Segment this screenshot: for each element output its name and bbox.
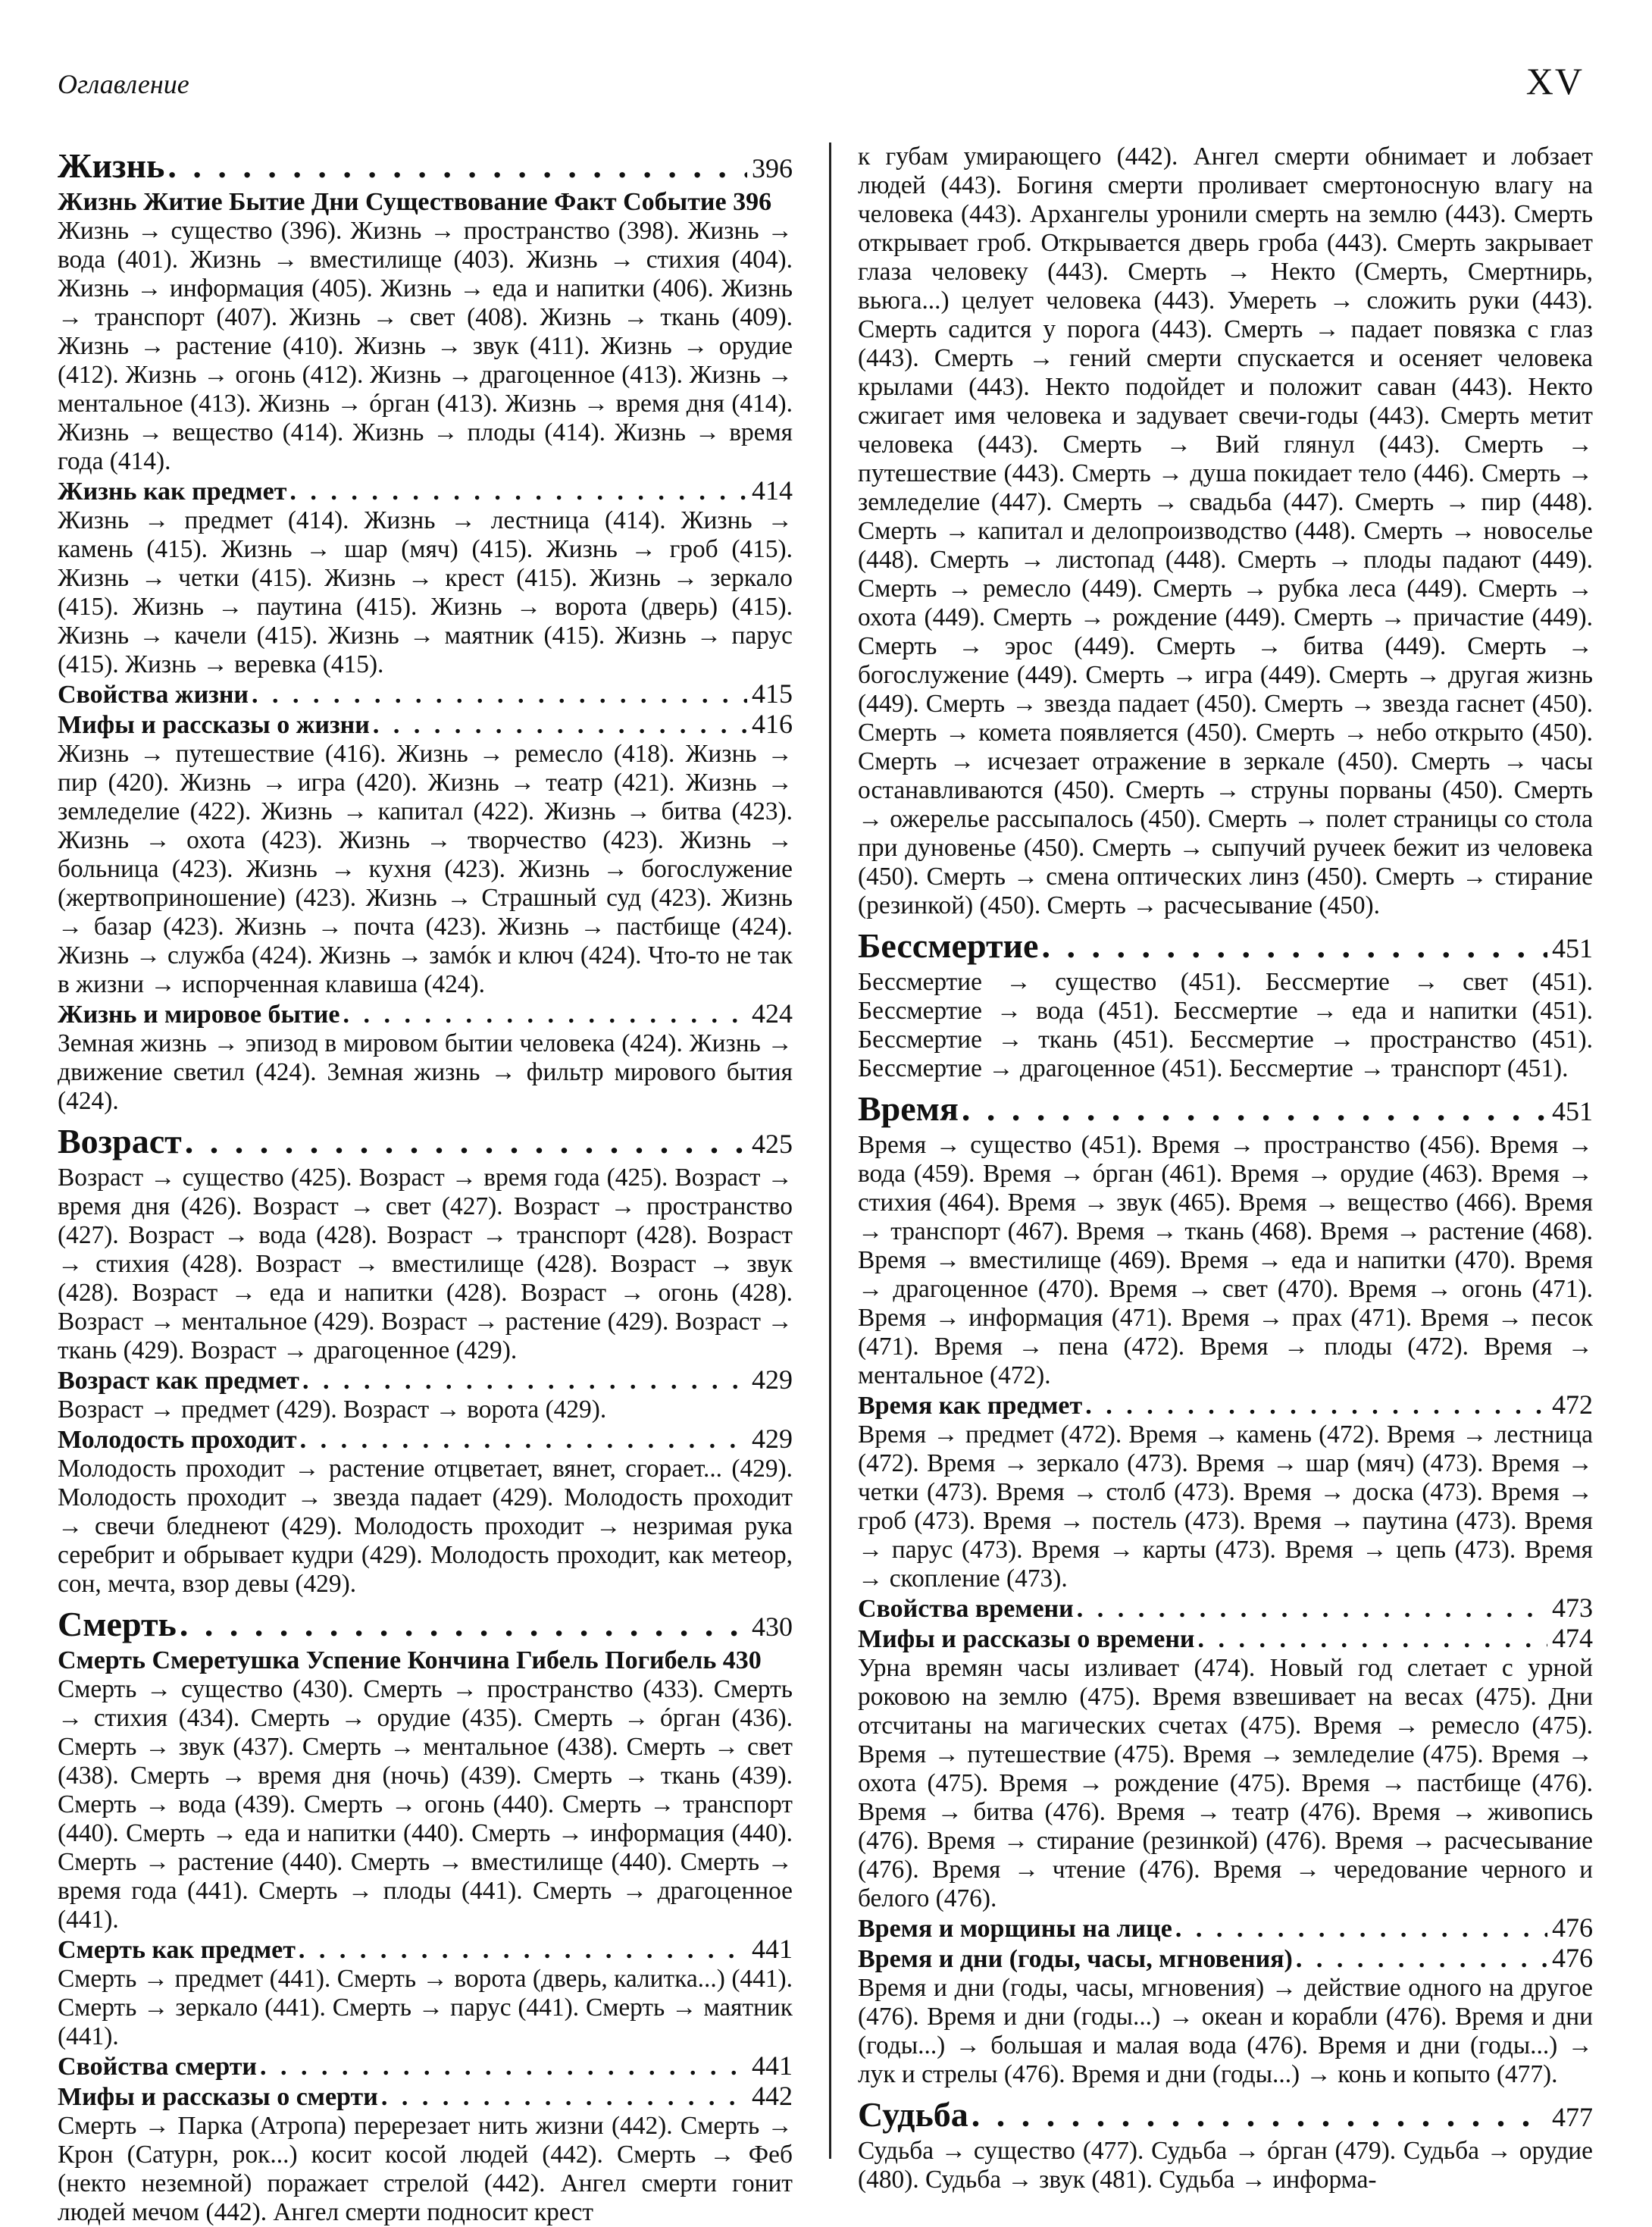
dot-leader [257, 2053, 747, 2081]
dot-leader [370, 711, 747, 740]
dot-leader [249, 681, 747, 709]
entry-text: Молодость проходит → растение отцветает, вянет, сгорает... (429). Молодость проходит → звезда падает (429). Молодость проходит → свечи бледнеют (429). Молодость проходит → незримая рука серебрит и обрывает кудри (429). Молодость проходит, как метеор, сон, мечта, взор девы (429). [58, 1455, 793, 1598]
entry-title: Время как предмет [858, 1392, 1083, 1420]
entry-page: 473 [1552, 1593, 1593, 1623]
subsection-heading [58, 476, 793, 506]
entry-page: 477 [1552, 2102, 1593, 2132]
entry-title: Время и морщины на лице [858, 1915, 1172, 1943]
entry-text: Смерть → предмет (441). Смерть → ворота (дверь, калитка...) (441). Смерть → зеркало (441). Смерть → парус (441). Смерть → маятник (441). [58, 1965, 793, 2050]
left-column [58, 140, 793, 2227]
dot-leader [1195, 1625, 1547, 1654]
entry-text: Земная жизнь → эпизод в мировом бытии человека (424). Жизнь → движение светил (424). Земная жизнь → фильтр мирового бытия (424). [58, 1029, 793, 1115]
subsection-heading [858, 1593, 1593, 1624]
entry-text: к губам умирающего (442). Ангел смерти обнимает и лобзает людей (443). Богиня смерти проливает смертоносную влагу на человека (443). Архангелы уронили смерть на землю (443). Смерть открывает гроб. Открывается дверь гроба (443). Смерть закрывает глаза человеку (443). Смерть → Некто (Смерть, Смертнирь, вьюга...) целует человека (443). Умереть → сложить руки (443). Смерть садится у порога (443). Смерть → падает повязка с глаз (443). Смерть → гений смерти спускается и осеняет человека крылами (443). Некто подойдет и положит саван (443). Некто сжигает имя человека и задувает свечи-годы (443). Смерть метит человека (443). Смерть → Вий глянул (443). Смерть → путешествие (443). Смерть → душа покидает тело (446). Смерть → земледелие (447). Смерть → свадьба (447). Смерть → пир (448). Смерть → капитал и делопроизводство (448). Смерть → новоселье (448). Смерть → листопад (448). Смерть → плоды падают (449). Смерть → ремесло (449). Смерть → рубка леса (449). Смерть → охота (449). Смерть → рождение (449). Смерть → причастие (449). Смерть → эрос (449). Смерть → битва (449). Смерть → богослужение (449). Смерть → игра (449). Смерть → другая жизнь (449). Смерть → звезда падает (450). Смерть → звезда гаснет (450). Смерть → комета появляется (450). Смерть → небо открыто (450). Смерть → исчезает отражение в зеркале (450). Смерть → часы останавливаются (450). Смерть → струны порваны (450). Смерть → ожерелье рассыпалось (450). Смерть → полет страницы со стола при дуновенье (450). Смерть → сыпучий ручеек бежит из человека (450). Смерть → смена оптических линз (450). Смерть → стирание (резинкой) (450). Смерть → расчесывание (450). [858, 143, 1593, 919]
entry-page: 441 [752, 1934, 793, 1964]
synonym-line: Смерть Смеретушка Успение Кончина Гибель Погибель 430 [58, 1646, 762, 1674]
entry-text: Время → предмет (472). Время → камень (472). Время → лестница (472). Время → зеркало (473). Время → шар (мяч) (473). Время → четки (473). Время → столб (473). Время → доска (473). Время → гроб (473). Время → постель (473). Время → паутина (473). Время → парус (473). Время → карты (473). Время → цепь (473). Время → скопление (473). [858, 1420, 1593, 1593]
dot-leader [1038, 926, 1547, 966]
entry-page: 425 [752, 1129, 793, 1159]
entry-text: Смерть → существо (430). Смерть → пространство (433). Смерть → стихия (434). Смерть → орудие (435). Смерть → óрган (436). Смерть → звук (437). Смерть → ментальное (438). Смерть → свет (438). Смерть → время дня (ночь) (439). Смерть → ткань (439). Смерть → вода (439). Смерть → огонь (440). Смерть → транспорт (440). Смерть → еда и напитки (440). Смерть → информация (440). Смерть → растение (440). Смерть → вместилище (440). Смерть → время года (441). Смерть → плоды (441). Смерть → драгоценное (441). [58, 1675, 793, 1934]
entry-title: Свойства жизни [58, 681, 249, 709]
entry-title: Жизнь и мировое бытие [58, 1001, 340, 1029]
subsection-heading [58, 1365, 793, 1395]
entry-text: Жизнь → существо (396). Жизнь → пространство (398). Жизнь → вода (401). Жизнь → вместилище (403). Жизнь → стихия (404). Жизнь → информация (405). Жизнь → еда и напитки (406). Жизнь → транспорт (407). Жизнь → свет (408). Жизнь → ткань (409). Жизнь → растение (410). Жизнь → звук (411). Жизнь → орудие (412). Жизнь → огонь (412). Жизнь → драгоценное (413). Жизнь → ментальное (413). Жизнь → óрган (413). Жизнь → время дня (414). Жизнь → вещество (414). Жизнь → плоды (414). Жизнь → время года (414). [58, 217, 793, 475]
entry-title: Смерть как предмет [58, 1936, 296, 1964]
entry-text: Время и дни (годы, часы, мгновения) → действие одного на другое (476). Время и дни (годы...) → океан и корабли (476). Время и дни (годы...) → большая и малая вода (476). Время и дни (годы...) → лук и стрелы (476). Время и дни (годы...) → конь и копыто (477). [858, 1974, 1593, 2088]
dot-leader [1074, 1595, 1547, 1624]
section-heading [858, 2095, 1593, 2137]
dot-leader [182, 1122, 747, 1161]
subsection-heading [858, 1624, 1593, 1654]
entry-page: 476 [1552, 1912, 1593, 1943]
dot-leader [968, 2095, 1547, 2135]
entry-title: Возраст [58, 1122, 182, 1160]
entry-title: Время и дни (годы, часы, мгновения) [858, 1945, 1293, 1973]
entry-title: Свойства времени [858, 1595, 1074, 1623]
dot-leader [164, 146, 747, 186]
entry-page: 429 [752, 1364, 793, 1395]
entry-title: Жизнь как предмет [58, 478, 287, 506]
dot-leader [286, 478, 747, 506]
entry-page: 451 [1552, 1096, 1593, 1126]
entry-page: 414 [752, 475, 793, 506]
page-number: XV [1525, 60, 1584, 102]
entry-page: 424 [752, 998, 793, 1029]
subsection-heading [58, 709, 793, 740]
entry-page: 415 [752, 678, 793, 709]
right-column [858, 143, 1593, 2194]
entry-page: 429 [752, 1424, 793, 1454]
subsection-heading [858, 1944, 1593, 1974]
entry-text: Жизнь → путешествие (416). Жизнь → ремесло (418). Жизнь → пир (420). Жизнь → игра (420). Жизнь → театр (421). Жизнь → земледелие (422). Жизнь → капитал (422). Жизнь → битва (423). Жизнь → охота (423). Жизнь → творчество (423). Жизнь → больница (423). Жизнь → кухня (423). Жизнь → богослужение (жертвоприношение) (423). Жизнь → Страшный суд (423). Жизнь → базар (423). Жизнь → почта (423). Жизнь → пастбище (424). Жизнь → служба (424). Жизнь → замóк и ключ (424). Что-то не так в жизни → испорченная клавиша (424). [58, 740, 793, 998]
dot-leader [296, 1936, 747, 1965]
entry-text: Время → существо (451). Время → пространство (456). Время → вода (459). Время → óрган (461). Время → орудие (463). Время → стихия (464). Время → звук (465). Время → вещество (466). Время → транспорт (467). Время → ткань (468). Время → растение (468). Время → вместилище (469). Время → еда и напитки (470). Время → драгоценное (470). Время → свет (470). Время → огонь (471). Время → информация (471). Время → прах (471). Время → песок (471). Время → пена (472). Время → плоды (472). Время → ментальное (472). [858, 1131, 1593, 1389]
entry-page: 416 [752, 709, 793, 739]
entry-page: 474 [1552, 1623, 1593, 1653]
subsection-heading [858, 1913, 1593, 1944]
entry-text: Смерть → Парка (Атропа) перерезает нить жизни (442). Смерть → Крон (Сатурн, рок...) косит косой людей (442). Смерть → Феб (некто неземной) поражает стрелой (442). Ангел смерти гонит людей мечом (442). Ангел смерти подносит крест [58, 2112, 793, 2226]
dot-leader [177, 1605, 747, 1644]
entry-page: 472 [1552, 1389, 1593, 1420]
section-heading [858, 1089, 1593, 1131]
subsection-heading [58, 2081, 793, 2112]
subsection-heading [58, 1934, 793, 1965]
entry-title: Бессмертие [858, 926, 1039, 965]
entry-title: Мифы и рассказы о смерти [58, 2083, 378, 2111]
entry-text: Урна времян часы изливает (474). Новый год слетает с урной роковою на землю (475). Время взвешивает на весах (475). Дни отсчитаны на магических счетах (475). Время → ремесло (475). Время → путешествие (475). Время → земледелие (475). Время → охота (475). Время → рождение (475). Время → пастбище (476). Время → битва (476). Время → театр (476). Время → живопись (476). Время → стирание (резинкой) (476). Время → расчесывание (476). Время → чтение (476). Время → чередование черного и белого (476). [858, 1654, 1593, 1912]
section-heading [58, 146, 793, 188]
synonym-line: Жизнь Житие Бытие Дни Существование Факт Событие 396 [58, 188, 772, 216]
entry-text: Возраст → существо (425). Возраст → время года (425). Возраст → время дня (426). Возраст → свет (427). Возраст → пространство (427). Возраст → вода (428). Возраст → транспорт (428). Возраст → стихия (428). Возраст → вместилище (428). Возраст → звук (428). Возраст → еда и напитки (428). Возраст → огонь (428). Возраст → ментальное (429). Возраст → растение (429). Возраст → ткань (429). Возраст → драгоценное (429). [58, 1164, 793, 1364]
entry-title: Жизнь [58, 146, 165, 185]
subsection-heading [58, 1424, 793, 1455]
section-heading [858, 926, 1593, 968]
entry-title: Судьба [858, 2095, 968, 2134]
entry-page: 441 [752, 2050, 793, 2081]
dot-leader [297, 1426, 747, 1455]
column-divider [829, 143, 831, 2159]
dot-leader [299, 1367, 747, 1395]
entry-page: 396 [752, 153, 793, 183]
entry-text: Жизнь → предмет (414). Жизнь → лестница (414). Жизнь → камень (415). Жизнь → шар (мяч) (415). Жизнь → гроб (415). Жизнь → четки (415). Жизнь → крест (415). Жизнь → зеркало (415). Жизнь → паутина (415). Жизнь → ворота (дверь) (415). Жизнь → качели (415). Жизнь → маятник (415). Жизнь → парус (415). Жизнь → веревка (415). [58, 506, 793, 678]
section-heading [58, 1122, 793, 1164]
entry-title: Молодость проходит [58, 1426, 297, 1454]
subsection-heading [58, 999, 793, 1029]
entry-title: Мифы и рассказы о времени [858, 1625, 1195, 1653]
subsection-heading [58, 679, 793, 709]
subsection-heading [858, 1390, 1593, 1420]
dot-leader [959, 1089, 1547, 1129]
entry-text: Судьба → существо (477). Судьба → óрган (479). Судьба → орудие (480). Судьба → звук (481). Судьба → информа- [858, 2137, 1593, 2194]
dot-leader [340, 1001, 748, 1029]
section-heading [58, 1605, 793, 1646]
dot-leader [378, 2083, 747, 2112]
running-head: Оглавление [58, 69, 189, 99]
dot-leader [1082, 1392, 1547, 1420]
entry-title: Смерть [58, 1605, 177, 1643]
entry-page: 442 [752, 2081, 793, 2111]
entry-page: 430 [752, 1612, 793, 1642]
entry-page: 476 [1552, 1943, 1593, 1973]
dot-leader [1172, 1915, 1547, 1944]
subsection-heading [58, 2051, 793, 2081]
entry-title: Время [858, 1089, 959, 1128]
entry-page: 451 [1552, 933, 1593, 963]
entry-text: Возраст → предмет (429). Возраст → ворота (429). [58, 1395, 607, 1424]
entry-title: Мифы и рассказы о жизни [58, 711, 370, 739]
entry-text: Бессмертие → существо (451). Бессмертие → свет (451). Бессмертие → вода (451). Бессмертие → еда и напитки (451). Бессмертие → ткань (451). Бессмертие → пространство (451). Бессмертие → драгоценное (451). Бессмертие → транспорт (451). [858, 968, 1593, 1082]
entry-title: Возраст как предмет [58, 1367, 299, 1395]
dot-leader [1293, 1945, 1547, 1974]
entry-title: Свойства смерти [58, 2053, 258, 2081]
